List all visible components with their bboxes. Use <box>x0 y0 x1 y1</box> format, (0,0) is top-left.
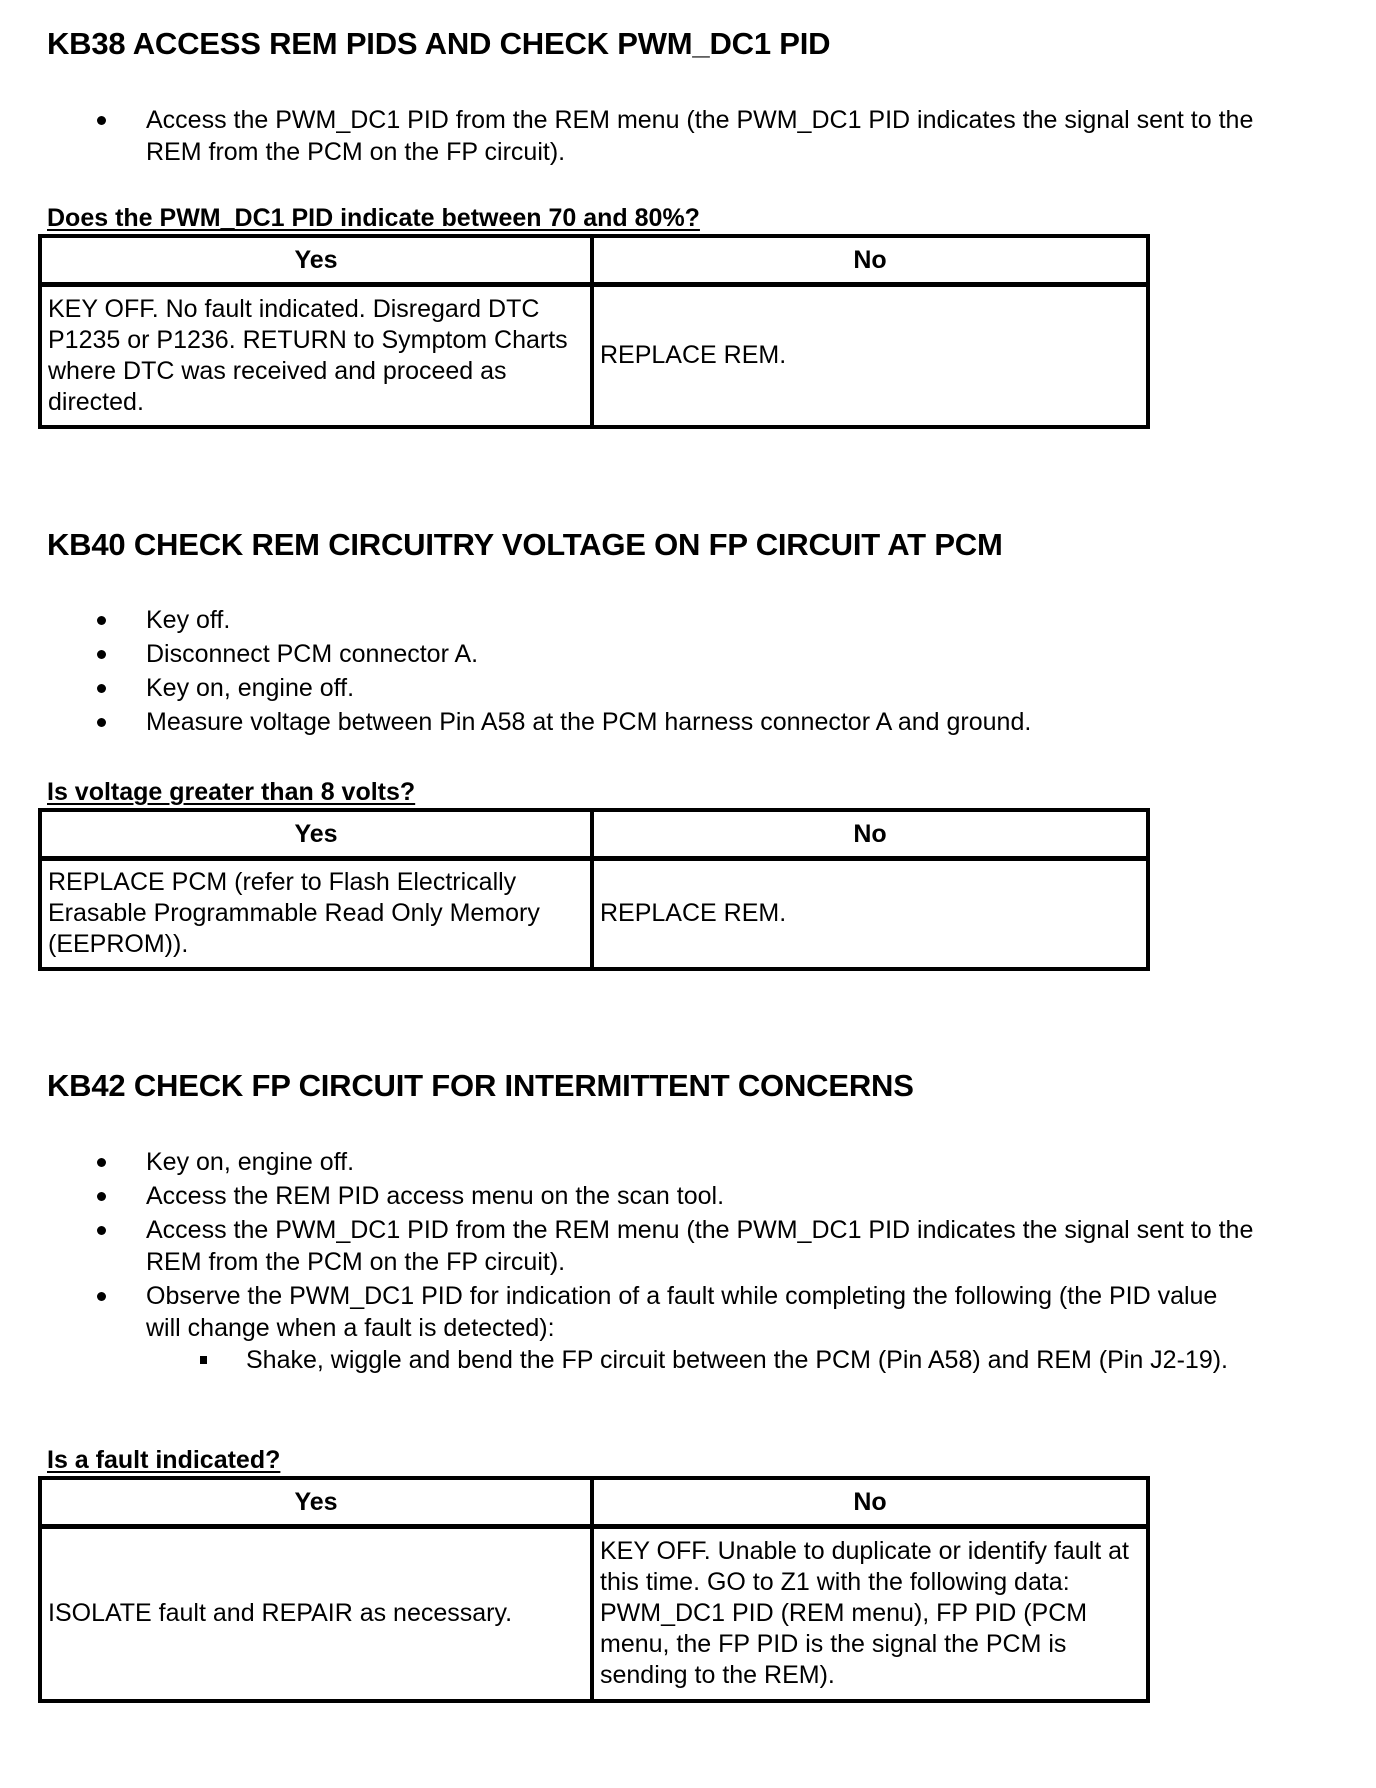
step-item <box>0 1214 1256 1278</box>
step-text: Key off. <box>146 606 231 634</box>
yes-action: KEY OFF. No fault indicated. Disregard DTC P1235 or P1236. RETURN to Symptom Charts where DTC was received and proceed as directed. <box>40 285 592 427</box>
table-row <box>40 859 1148 969</box>
header-yes: Yes <box>40 810 592 859</box>
step-item <box>0 1146 1256 1178</box>
step-text: Key on, engine off. <box>146 674 355 702</box>
step-text: Access the PWM_DC1 PID from the REM menu (the PWM_DC1 PID indicates the signal sent to the REM from the PCM on the FP circuit). <box>146 1216 1254 1276</box>
header-yes: Yes <box>40 236 592 285</box>
step-text: Disconnect PCM connector A. <box>146 640 479 668</box>
bullet-icon <box>97 1226 106 1235</box>
decision-question: Is a fault indicated? <box>47 1446 281 1474</box>
step-list <box>0 604 1376 740</box>
step-item <box>0 706 1256 738</box>
step-item <box>0 1180 1256 1212</box>
bullet-icon <box>97 116 106 125</box>
section-heading: KB42 CHECK FP CIRCUIT FOR INTERMITTENT CONCERNS <box>47 1068 914 1103</box>
bullet-icon <box>97 616 106 625</box>
bullet-icon <box>97 1292 106 1301</box>
header-yes: Yes <box>40 1478 592 1527</box>
step-text: Observe the PWM_DC1 PID for indication of a fault while completing the following (the PID value will change when a fault is detected): <box>146 1282 1218 1342</box>
no-action: REPLACE REM. <box>600 899 787 928</box>
header-no: No <box>592 810 1148 859</box>
table-header-row <box>40 1478 1148 1527</box>
no-action: KEY OFF. Unable to duplicate or identify fault at this time. GO to Z1 with the following data: PWM_DC1 PID (REM menu), FP PID (PCM menu, the FP PID is the signal the PCM is sending to the REM). <box>600 1537 1129 1690</box>
decision-table <box>38 808 1150 971</box>
decision-table <box>38 1476 1150 1703</box>
substep-item <box>146 1344 1376 1376</box>
header-no: No <box>592 236 1148 285</box>
table-row <box>40 1527 1148 1701</box>
substep-text: Shake, wiggle and bend the FP circuit between the PCM (Pin A58) and REM (Pin J2-19). <box>246 1346 1228 1374</box>
step-item <box>0 638 1256 670</box>
table-header-row <box>40 810 1148 859</box>
step-item <box>0 1280 1256 1376</box>
section-heading: KB38 ACCESS REM PIDS AND CHECK PWM_DC1 PID <box>47 26 831 61</box>
header-no: No <box>592 1478 1148 1527</box>
substep-list <box>146 1344 1256 1376</box>
section-heading: KB40 CHECK REM CIRCUITRY VOLTAGE ON FP CIRCUIT AT PCM <box>47 527 1003 562</box>
decision-question: Is voltage greater than 8 volts? <box>47 778 416 806</box>
bullet-icon <box>97 684 106 693</box>
yes-action: ISOLATE fault and REPAIR as necessary. <box>40 1527 592 1701</box>
bullet-icon <box>97 1192 106 1201</box>
bullet-icon <box>97 650 106 659</box>
square-bullet-icon <box>200 1356 207 1364</box>
decision-question: Does the PWM_DC1 PID indicate between 70 and 80%? <box>47 204 700 232</box>
step-item <box>0 604 1256 636</box>
step-text: Access the PWM_DC1 PID from the REM menu (the PWM_DC1 PID indicates the signal sent to the REM from the PCM on the FP circuit). <box>146 106 1254 166</box>
table-header-row <box>40 236 1148 285</box>
table-row <box>40 285 1148 427</box>
yes-action: REPLACE PCM (refer to Flash Electrically Erasable Programmable Read Only Memory (EEPROM)). <box>40 859 592 969</box>
step-text: Measure voltage between Pin A58 at the PCM harness connector A and ground. <box>146 708 1032 736</box>
step-list <box>0 104 1376 170</box>
no-action: REPLACE REM. <box>600 341 787 370</box>
decision-table <box>38 234 1150 429</box>
step-text: Access the REM PID access menu on the scan tool. <box>146 1182 725 1210</box>
bullet-icon <box>97 718 106 727</box>
step-text: Key on, engine off. <box>146 1148 355 1176</box>
step-item <box>0 672 1256 704</box>
step-item <box>0 104 1256 168</box>
bullet-icon <box>97 1158 106 1167</box>
step-list <box>0 1146 1376 1378</box>
